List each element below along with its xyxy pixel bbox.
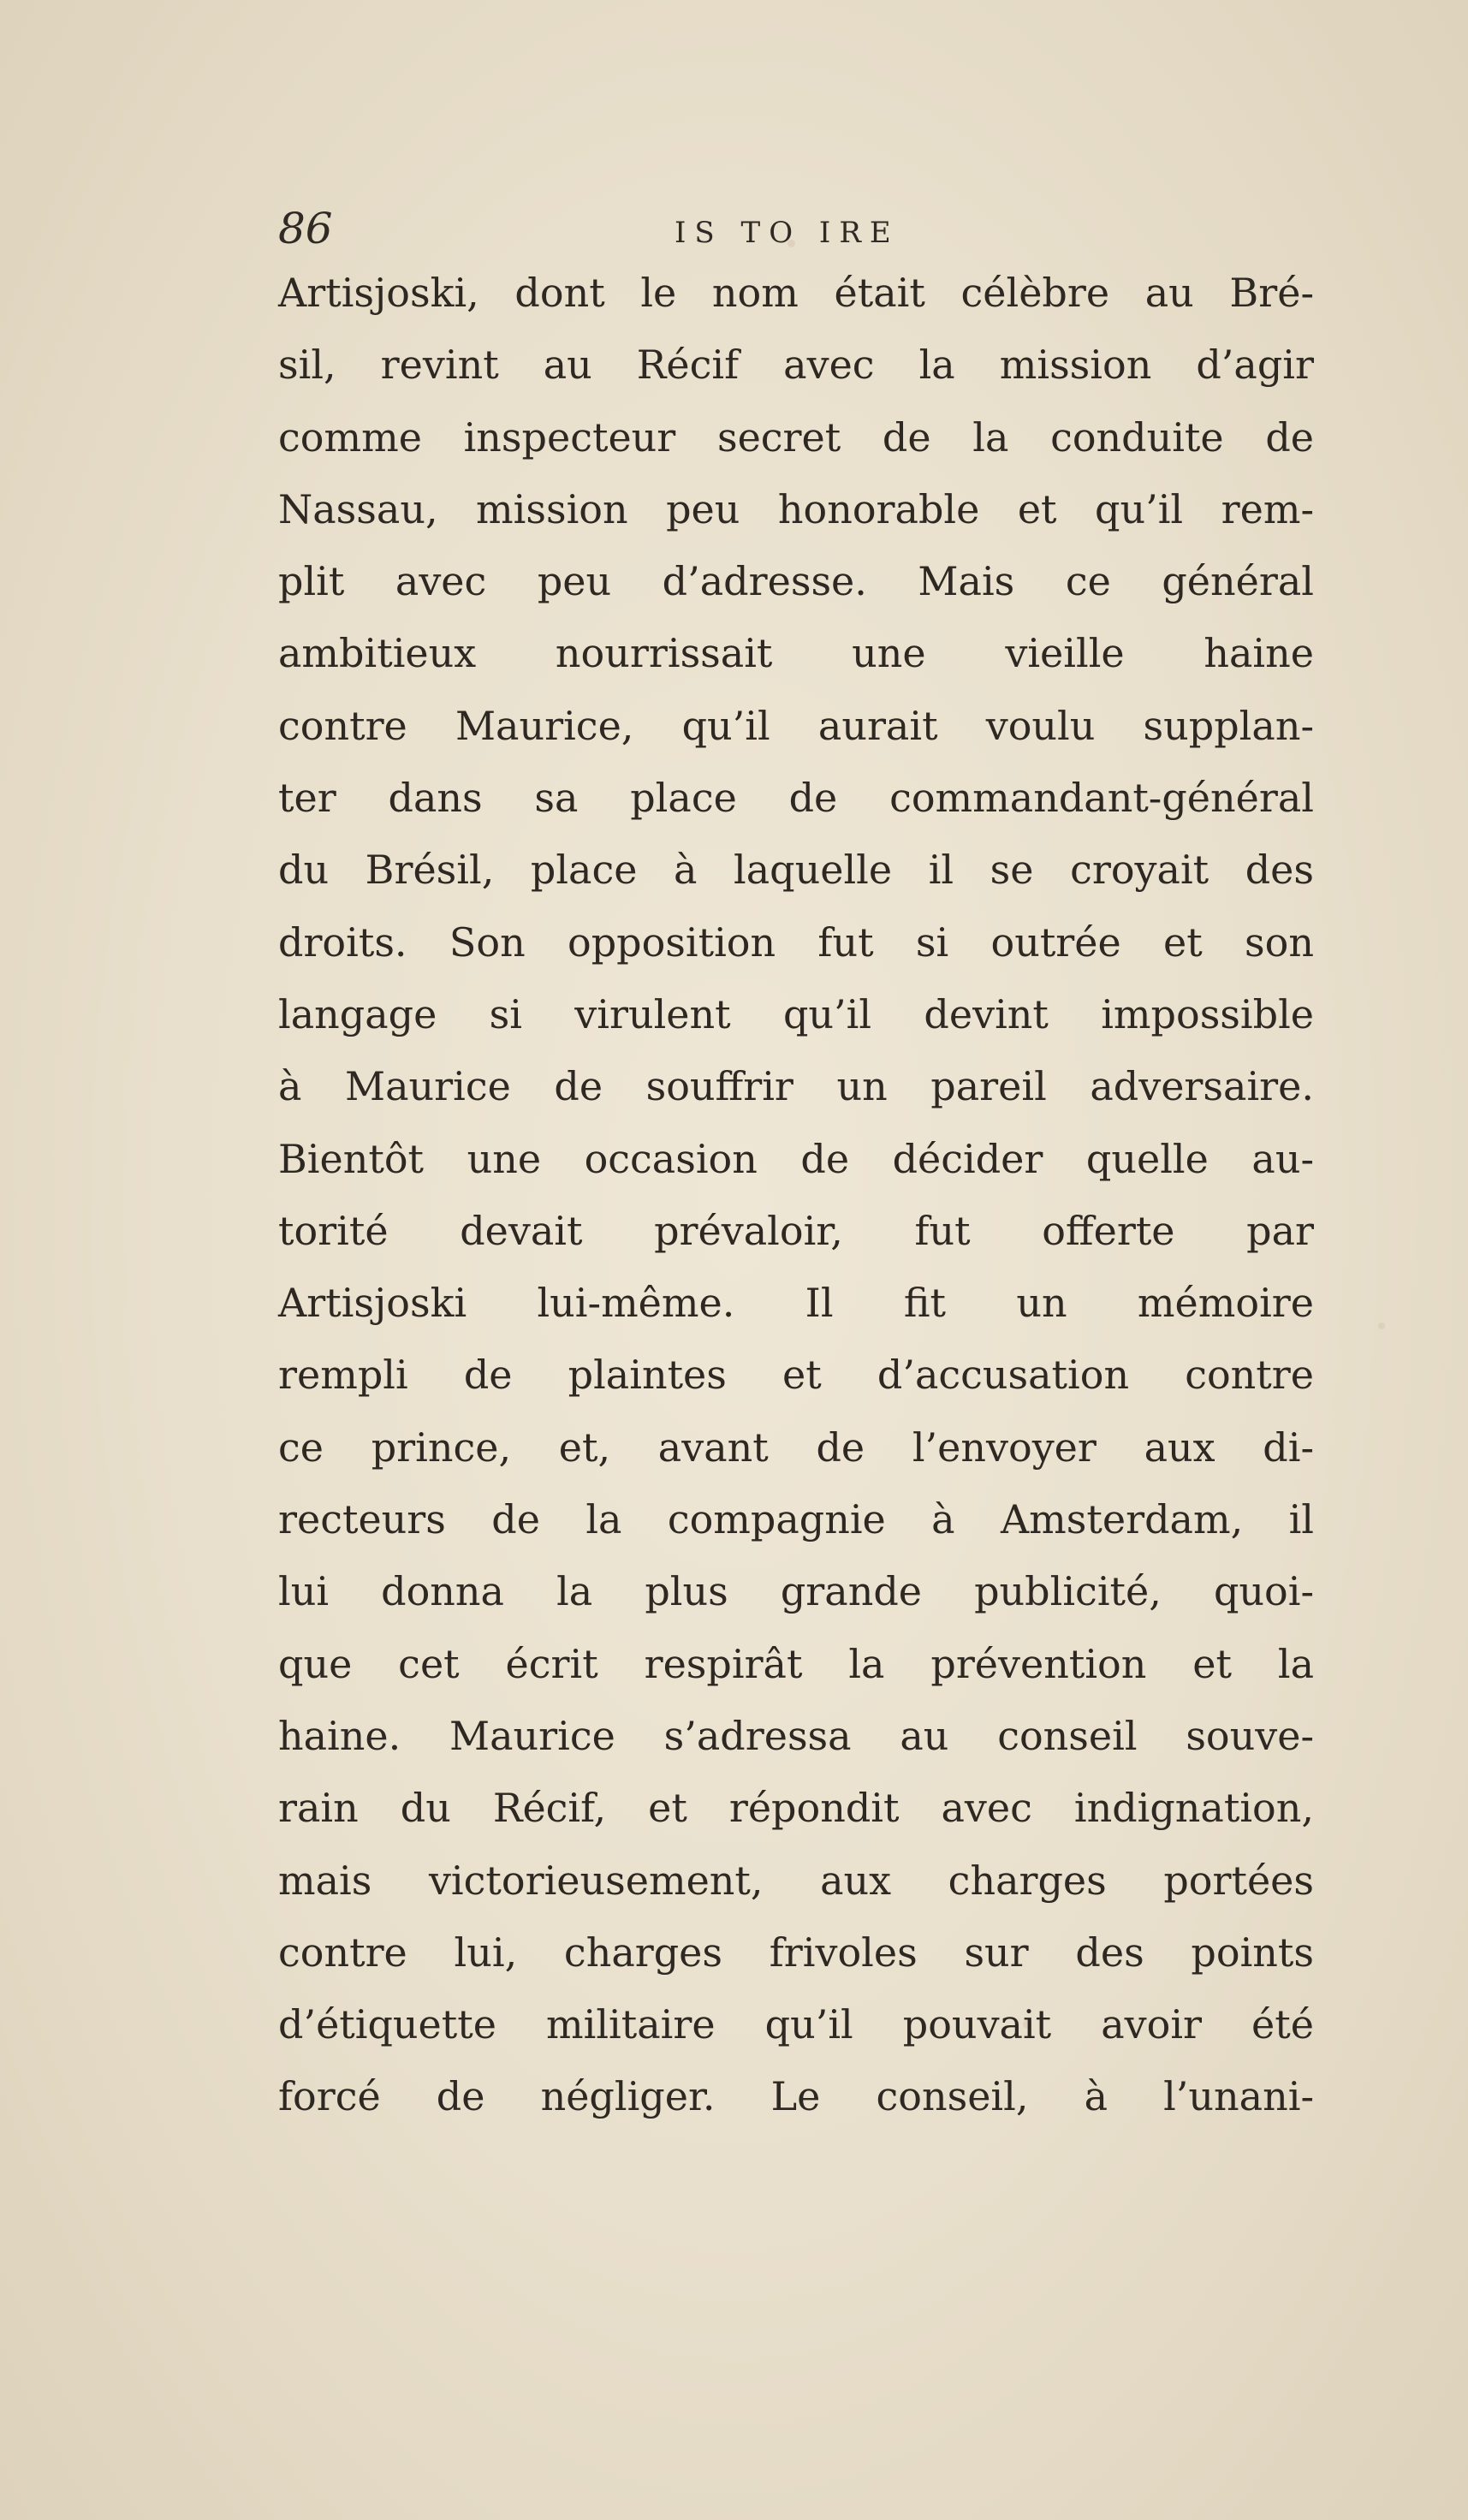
text-line: lui donna la plus grande publicité, quoi- [278, 1568, 1314, 1615]
paper-stain [1378, 1322, 1385, 1329]
text-line: droits. Son opposition fut si outrée et son [278, 918, 1314, 966]
text-line: Bientôt une occasion de décider quelle au- [278, 1135, 1314, 1182]
text-line: Nassau, mission peu honorable et qu’il rem- [278, 485, 1314, 532]
text-line: Artisjoski, dont le nom était célèbre au Bré- [278, 270, 1314, 316]
text-line: du Brésil, place à laquelle il se croyait des [278, 847, 1314, 894]
text-line: forcé de négliger. Le conseil, à l’unani- [278, 2073, 1314, 2120]
text-line: contre Maurice, qu’il aurait voulu supplan- [278, 702, 1314, 749]
text-line: rain du Récif, et répondit avec indignation, [278, 1785, 1314, 1832]
page-header [278, 204, 1305, 264]
text-line: ce prince, et, avant de l’envoyer aux di- [278, 1423, 1314, 1471]
running-head: IS TO IRE [675, 216, 900, 250]
text-line: torité devait prévaloir, fut offerte par [278, 1207, 1314, 1254]
text-line: recteurs de la compagnie à Amsterdam, il [278, 1496, 1314, 1543]
text-line: à Maurice de souffrir un pareil adversaire. [278, 1063, 1314, 1110]
page-number: 86 [278, 204, 333, 253]
text-line: sil, revint au Récif avec la mission d’agir [278, 342, 1314, 389]
text-line: ter dans sa place de commandant-général [278, 775, 1314, 822]
text-line: contre lui, charges frivoles sur des points [278, 1929, 1314, 1976]
text-line: d’étiquette militaire qu’il pouvait avoir été [278, 2001, 1314, 2048]
text-line: langage si virulent qu’il devint impossible [278, 990, 1314, 1037]
text-line: rempli de plaintes et d’accusation contre [278, 1352, 1314, 1399]
text-line: comme inspecteur secret de la conduite de [278, 413, 1314, 461]
text-line: ambitieux nourrissait une vieille haine [278, 630, 1314, 677]
text-line: haine. Maurice s’adressa au conseil souve- [278, 1712, 1314, 1759]
text-line: que cet écrit respirât la prévention et la [278, 1640, 1314, 1687]
text-line: plit avec peu d’adresse. Mais ce général [278, 558, 1314, 605]
text-line: Artisjoski lui-même. Il fit un mémoire [278, 1280, 1314, 1327]
text-line: mais victorieusement, aux charges portées [278, 1857, 1314, 1904]
body-text [278, 257, 1314, 2133]
